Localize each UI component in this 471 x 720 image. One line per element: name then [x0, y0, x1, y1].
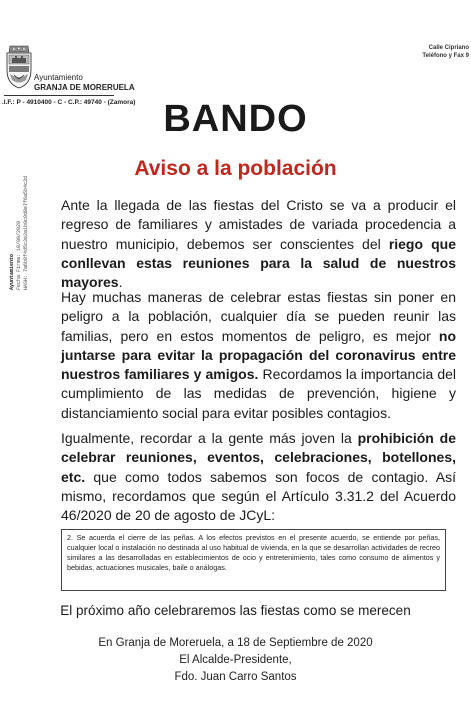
org-name: GRANJA DE MORERUELA [34, 83, 135, 92]
paragraph-3-end: que como todos sabemos son focos de contagio. Así mismo, recordamos que según el Artículo 3.31.2 del Acuerdo 46/2020 de 20 de agosto de JCyL: [61, 468, 456, 524]
signature-role: El Alcalde-Presidente, [179, 654, 292, 666]
paragraph-3-text: Igualmente, recordar a la gente más joven la [61, 430, 358, 446]
paragraph-3 [61, 429, 456, 525]
contact-phone: Teléfono y Fax 9 [422, 53, 469, 59]
paragraph-2-bold: no juntarse para evitar la propagación del coronavirus entre nuestros familiares y amigos. [61, 327, 456, 383]
paragraph-1-bold: riego que conllevan estas reuniones para la salud de nuestros mayores [61, 235, 457, 291]
contact-address: Calle Cipriano [428, 45, 469, 51]
regulation-quote: 2. Se acuerda el cierre de las peñas. A los efectos previstos en el presente acuerdo, se entiende por peñas, cualquier local o instalación no destinada al uso habitual de vivienda, en la que se desarrollan actividades de recreo similares a las desarrolladas en establecimientos de ocio y entretenimiento, tales como consumo de alimentos y bebidas, actuaciones musicales, baile o análogas. [61, 529, 446, 591]
signature-place-date: En Granja de Moreruela, a 18 de Septiembre de 2020 [98, 637, 373, 649]
paragraph-1 [61, 196, 456, 292]
municipal-crest-icon [4, 44, 34, 90]
header-rule [4, 95, 114, 96]
signature-name: Fdo. Juan Carro Santos [174, 671, 297, 683]
paragraph-1-text: Ante la llegada de las fiestas del Cristo se va a producir el regreso de familiares y amistades de variada procedencia a nuestro municipio, debemos ser conscientes del [61, 197, 456, 252]
stamp-line-3: HASH: 7a6b8f4d5c3e2a1b0c9d8e7f6a5b4c3d [23, 175, 29, 290]
paragraph-3-bold: prohibición de celebrar reuniones, eventos, celebraciones, botellones, etc. [61, 430, 456, 485]
paragraph-2 [61, 288, 456, 423]
paragraph-1-end: . [118, 274, 123, 291]
closing-line: El próximo año celebraremos las fiestas como se merecen [60, 603, 411, 618]
stamp-line-1: Ayuntamiento [9, 253, 15, 290]
page-title: BANDO [163, 98, 308, 140]
paragraph-2-end: Recordamos la importancia del cumplimiento de las medidas de prevención, higiene y distanciamiento social para evitar posibles contagios. [61, 366, 456, 421]
page-subtitle: Aviso a la población [134, 157, 337, 180]
org-label: Ayuntamiento [34, 73, 83, 82]
org-cif: .I.F.: P - 4910400 - C - C.P.: 49740 - (Zamora) [2, 99, 136, 106]
paragraph-2-text: Hay muchas maneras de celebrar estas fiestas sin poner en peligro a la población, cualquier día se pueden reunir las familias, pero en estos momentos de peligro, es mejor [61, 289, 456, 344]
contact-info [422, 44, 469, 60]
signature-stamp [5, 120, 55, 290]
stamp-line-2: Fecha Firma: 18/09/2020 [16, 220, 22, 290]
